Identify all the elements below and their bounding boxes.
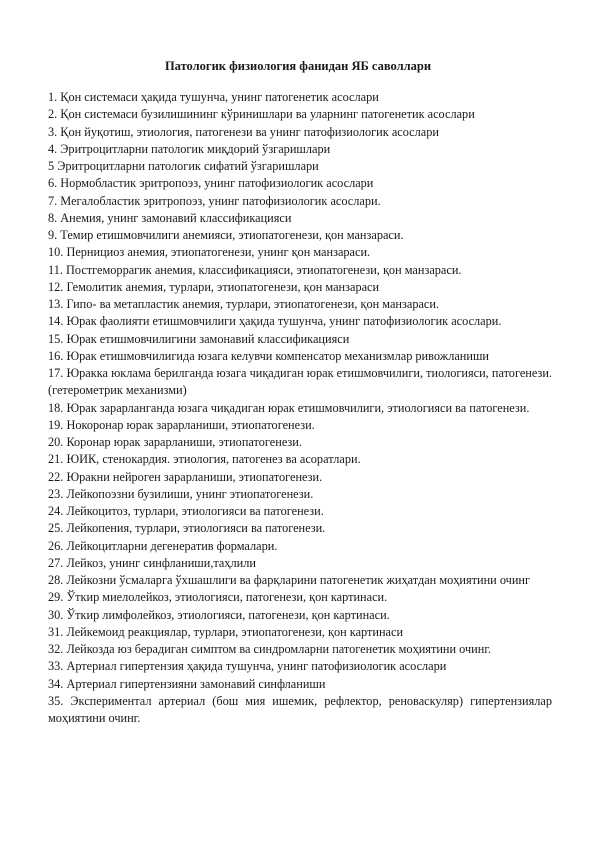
question-item: 9. Темир етишмовчилиги анемияси, этиопатогенези, қон манзараси. <box>48 228 404 242</box>
question-item: 14. Юрак фаолияти етишмовчилиги ҳақида тушунча, унинг патофизиологик асослари. <box>48 314 502 329</box>
question-item: 2. Қон системаси бузилишининг кўринишлари ва уларнинг патогенетик асослари <box>48 107 475 122</box>
question-item: 31. Лейкемоид реакциялар, турлари, этиопатогенези, қон картинаси <box>48 624 404 639</box>
question-item: 20. Коронар юрак зарарланиши, этиопатогенези. <box>48 435 302 449</box>
question-item: 34. Артериал гипертензияни замонавий синфланиши <box>48 676 326 691</box>
question-item: 33. Артериал гипертензия ҳақида тушунча, унинг патофизиологик асослари <box>48 659 447 674</box>
question-item: 13. Гипо- ва метапластик анемия, турлари, этиопатогенези, қон манзараси. <box>48 297 440 311</box>
question-item: 11. Постгеморрагик анемия, классификацияси, этиопатогенези, қон манзараси. <box>48 262 462 277</box>
question-item: 18. Юрак зарарланганда юзага чиқадиган юрак етишмовчилиги, этиологияси ва патогенези. <box>48 400 530 415</box>
question-item: 12. Гемолитик анемия, турлари, этиопатогенези, қон манзараси <box>48 279 380 294</box>
question-item: 26. Лейкоцитларни дегенератив формалари. <box>48 538 278 553</box>
question-item: 28. Лейкозни ўсмаларга ўхшашлиги ва фарқларини патогенетик жиҳатдан моҳиятини очинг <box>48 573 531 587</box>
question-list <box>48 89 552 727</box>
question-item: 8. Анемия, унинг замонавий классификацияси <box>48 210 292 225</box>
question-item: 16. Юрак етишмовчилигида юзага келувчи компенсатор механизмлар ривожланиши <box>48 348 490 363</box>
question-item: 7. Мегалобластик эритропоэз, унинг патофизиологик асослари. <box>48 193 381 208</box>
question-item: 10. Пернициоз анемия, этиопатогенези, унинг қон манзараси. <box>48 245 371 260</box>
question-item: 22. Юракни нейроген зарарланиши, этиопатогенези. <box>48 469 323 484</box>
question-item: 17. Юракка юклама берилганда юзага чиқадиган юрак етишмовчилиги, тиологияси, патогенези. (гетерометрик механизми) <box>48 366 552 398</box>
question-item: 4. Эритроцитларни патологик миқдорий ўзгаришлари <box>48 141 331 156</box>
question-item: 1. Қон системаси ҳақида тушунча, унинг патогенетик асослари <box>48 90 379 104</box>
question-item: 24. Лейкоцитоз, турлари, этиологияси ва патогенези. <box>48 504 324 518</box>
document-title: Патологик физиология фанидан ЯБ саволлари <box>164 59 432 73</box>
question-item: 27. Лейкоз, унинг синфланиши,таҳлили <box>48 555 256 570</box>
question-item: 5 Эритроцитларни патологик сифатий ўзгаришлари <box>48 159 319 173</box>
question-item: 35. Экспериментал артериал (бош мия ишемик, рефлектор, реноваскуляр) гипертензиялар моҳиятини очинг. <box>48 693 552 725</box>
question-item: 23. Лейкопоэзни бузилиши, унинг этиопатогенези. <box>48 486 314 501</box>
question-item: 25. Лейкопения, турлари, этиологияси ва патогенези. <box>48 521 326 536</box>
question-item: 6. Нормобластик эритропоэз, унинг патофизиологик асослари <box>48 176 374 191</box>
question-item: 3. Қон йуқотиш, этиология, патогенези ва унинг патофизиологик асослари <box>48 124 439 139</box>
question-item: 30. Ўткир лимфолейкоз, этиологияси, патогенези, қон картинаси. <box>48 607 390 622</box>
question-item: 15. Юрак етишмовчилигини замонавий классификацияси <box>48 331 350 346</box>
question-item: 32. Лейкозда юз берадиган симптом ва синдромларни патогенетик моҳиятини очинг. <box>48 642 492 656</box>
question-item: 19. Нокоронар юрак зарарланиши, этиопатогенези. <box>48 417 315 432</box>
question-item: 21. ЮИК, стенокардия. этиология, патогенез ва асоратлари. <box>48 452 361 467</box>
question-item: 29. Ўткир миелолейкоз, этиологияси, патогенези, қон картинаси. <box>48 590 388 605</box>
